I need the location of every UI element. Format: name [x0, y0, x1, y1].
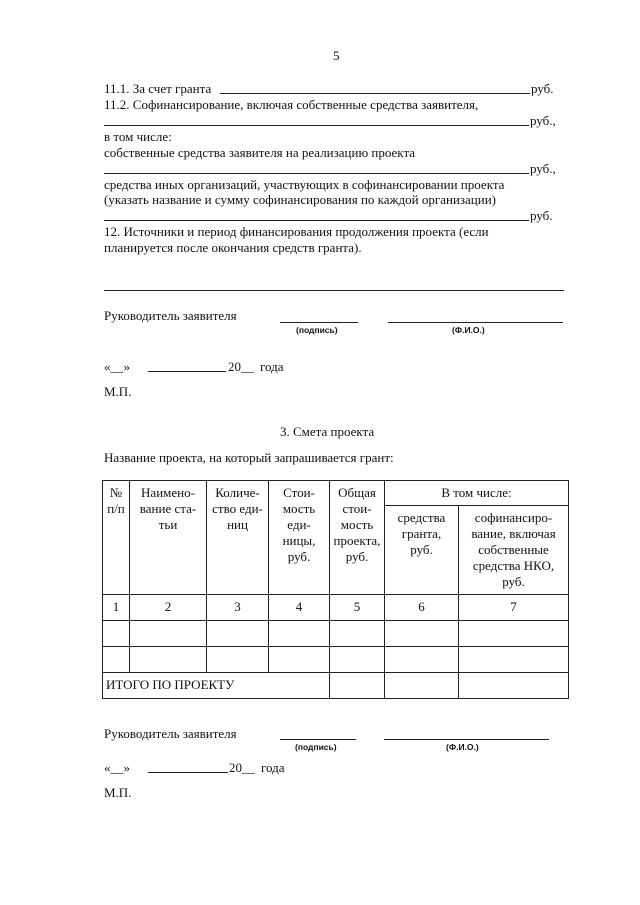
signature-caption-2: (подпись) [295, 742, 337, 752]
total-row [103, 673, 569, 699]
table-row [103, 647, 569, 673]
other-orgs-field[interactable] [104, 220, 529, 221]
project-name-label: Название проекта, на который запрашивается грант: [104, 450, 394, 465]
cofinancing-field[interactable] [104, 125, 529, 126]
table-cell[interactable] [103, 647, 130, 673]
date-day-2: «__» [104, 760, 130, 775]
column-number: 1 [103, 595, 130, 621]
header-qty: Количе- ство еди- ниц [207, 481, 269, 595]
own-funds-field[interactable] [104, 173, 529, 174]
table-row [103, 621, 569, 647]
signature-field[interactable] [280, 322, 358, 323]
date-suffix-2: года [261, 760, 285, 775]
date-suffix: года [260, 359, 284, 374]
table-cell[interactable] [130, 621, 207, 647]
stamp-label-2: М.П. [104, 785, 132, 800]
grant-amount-field[interactable] [220, 93, 530, 94]
header-cofinancing: софинансиро- вание, включая собственные средства НКО, руб. [459, 506, 569, 595]
page-number: 5 [333, 48, 340, 63]
total-grant-cell[interactable] [385, 673, 459, 699]
header-including: В том числе: [385, 481, 569, 506]
full-name-caption: (Ф.И.О.) [452, 325, 485, 335]
table-cell[interactable] [207, 647, 269, 673]
table-cell[interactable] [330, 647, 385, 673]
signature-caption: (подпись) [296, 325, 338, 335]
total-cofinancing-cell[interactable] [459, 673, 569, 699]
column-number: 3 [207, 595, 269, 621]
table-cell[interactable] [459, 621, 569, 647]
column-number: 7 [459, 595, 569, 621]
other-orgs-hint: (указать название и сумму софинансирования по каждой организации) [104, 192, 496, 207]
date-year-2: 20__ [229, 760, 255, 775]
table-cell[interactable] [385, 647, 459, 673]
section-title: 3. Смета проекта [280, 424, 375, 439]
stamp-label: М.П. [104, 384, 132, 399]
continuation-funding-field[interactable] [104, 290, 564, 291]
other-orgs-label: средства иных организаций, участвующих в софинансировании проекта [104, 177, 505, 192]
grant-amount-currency: руб. [531, 81, 554, 96]
total-label: ИТОГО ПО ПРОЕКТУ [103, 673, 330, 699]
full-name-field-2[interactable] [384, 739, 549, 740]
head-of-applicant-label: Руководитель заявителя [104, 308, 237, 323]
signature-field-2[interactable] [280, 739, 356, 740]
full-name-caption-2: (Ф.И.О.) [446, 742, 479, 752]
own-funds-label: собственные средства заявителя на реализацию проекта [104, 145, 416, 160]
full-name-field[interactable] [388, 322, 563, 323]
head-of-applicant-label-2: Руководитель заявителя [104, 726, 237, 741]
header-unit-cost: Стои- мость еди- ницы, руб. [269, 481, 330, 595]
column-numbers-row [103, 595, 569, 621]
cofinancing-label: 11.2. Софинансирование, включая собственные средства заявителя, [104, 97, 479, 112]
date-month-field-2[interactable] [148, 772, 228, 773]
table-cell[interactable] [269, 647, 330, 673]
column-number: 5 [330, 595, 385, 621]
date-month-field[interactable] [148, 371, 226, 372]
column-number: 6 [385, 595, 459, 621]
table-cell[interactable] [330, 621, 385, 647]
date-day: «__» [104, 359, 130, 374]
column-number: 2 [130, 595, 207, 621]
continuation-funding-label-cont: планируется после окончания средств гранта). [104, 240, 362, 255]
table-cell[interactable] [207, 621, 269, 647]
including-label: в том числе: [104, 129, 172, 144]
other-orgs-currency: руб. [530, 208, 553, 223]
date-year: 20__ [228, 359, 254, 374]
table-cell[interactable] [459, 647, 569, 673]
cofinancing-currency: руб., [530, 113, 556, 128]
grant-amount-label: 11.1. За счет гранта [104, 81, 212, 96]
table-cell[interactable] [269, 621, 330, 647]
continuation-funding-label: 12. Источники и период финансирования продолжения проекта (если [104, 224, 489, 239]
column-number: 4 [269, 595, 330, 621]
total-cost-cell[interactable] [330, 673, 385, 699]
header-name: Наимено- вание ста- тьи [130, 481, 207, 595]
header-num: № п/п [103, 481, 130, 595]
header-total-cost: Общая стои- мость проекта, руб. [330, 481, 385, 595]
table-cell[interactable] [130, 647, 207, 673]
table-cell[interactable] [103, 621, 130, 647]
own-funds-currency: руб., [530, 161, 556, 176]
table-cell[interactable] [385, 621, 459, 647]
header-grant-funds: средства гранта, руб. [385, 506, 459, 595]
budget-table [102, 480, 569, 699]
